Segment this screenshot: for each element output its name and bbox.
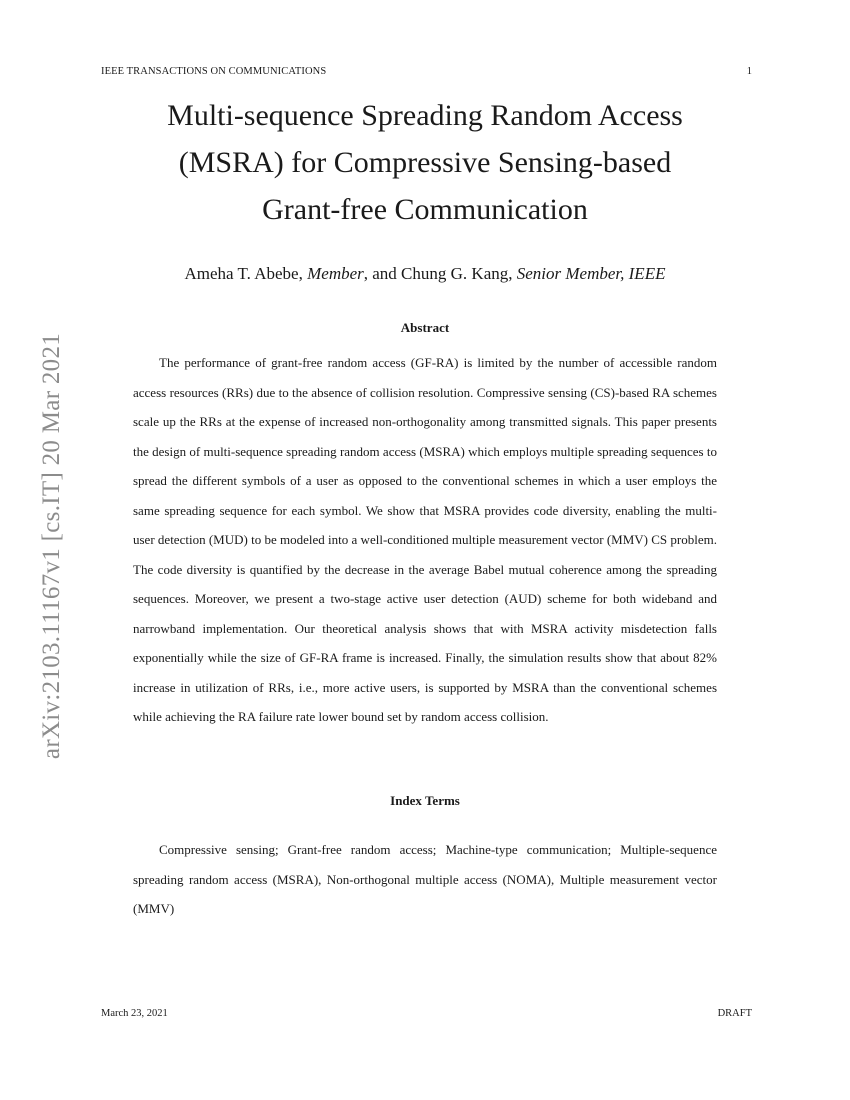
page-number: 1 — [746, 66, 752, 77]
footer-date: March 23, 2021 — [101, 1008, 168, 1019]
title-line-3: Grant-free Communication — [262, 193, 588, 226]
paper-title — [80, 92, 770, 233]
author-1-name: Ameha T. Abebe, — [184, 264, 308, 283]
title-line-2: (MSRA) for Compressive Sensing-based — [178, 146, 672, 179]
abstract-body: The performance of grant-free random access (GF-RA) is limited by the number of accessible random access resources (RRs) due to the absence of collision resolution. Compressive sensing (CS)-based RA schemes scale up the RRs at the expense of increased non-orthogonality among transmitted signals. This paper presents the design of multi-sequence spreading random access (MSRA) which employs multiple spreading sequences to spread the different symbols of a user as opposed to the conventional schemes in which a user employs the same spreading sequence for each symbol. We show that MSRA provides code diversity, enabling the multi-user detection (MUD) to be modeled into a well-conditioned multiple measurement vector (MMV) CS problem. The code diversity is quantified by the decrease in the average Babel mutual coherence among the spreading sequences. Moreover, we present a two-stage active user detection (AUD) scheme for both wideband and narrowband implementation. Our theoretical analysis shows that with MSRA activity misdetection falls exponentially while the size of GF-RA frame is increased. Finally, the simulation results show that about 82% increase in utilization of RRs, i.e., more active users, is supported by MSRA than the conventional schemes while achieving the RA failure rate lower bound set by random access collision. — [133, 355, 717, 724]
author-2-role: Senior Member, IEEE — [516, 264, 666, 283]
author-connector: , and Chung G. Kang, — [363, 264, 517, 283]
running-head-journal: IEEE TRANSACTIONS ON COMMUNICATIONS — [101, 66, 327, 77]
index-terms-heading: Index Terms — [390, 793, 460, 808]
arxiv-identifier-stamp: arXiv:2103.11167v1 [cs.IT] 20 Mar 2021 — [38, 332, 65, 760]
author-list — [80, 263, 770, 285]
abstract-heading: Abstract — [400, 320, 450, 335]
index-terms-body: Compressive sensing; Grant-free random access; Machine-type communication; Multiple-sequence spreading random access (MSRA), Non-orthogonal multiple access (NOMA), Multiple measurement vector (MMV) — [133, 842, 717, 916]
author-1-role: Member — [307, 264, 364, 283]
footer-draft-label: DRAFT — [717, 1008, 752, 1019]
title-line-1: Multi-sequence Spreading Random Access — [167, 99, 683, 132]
